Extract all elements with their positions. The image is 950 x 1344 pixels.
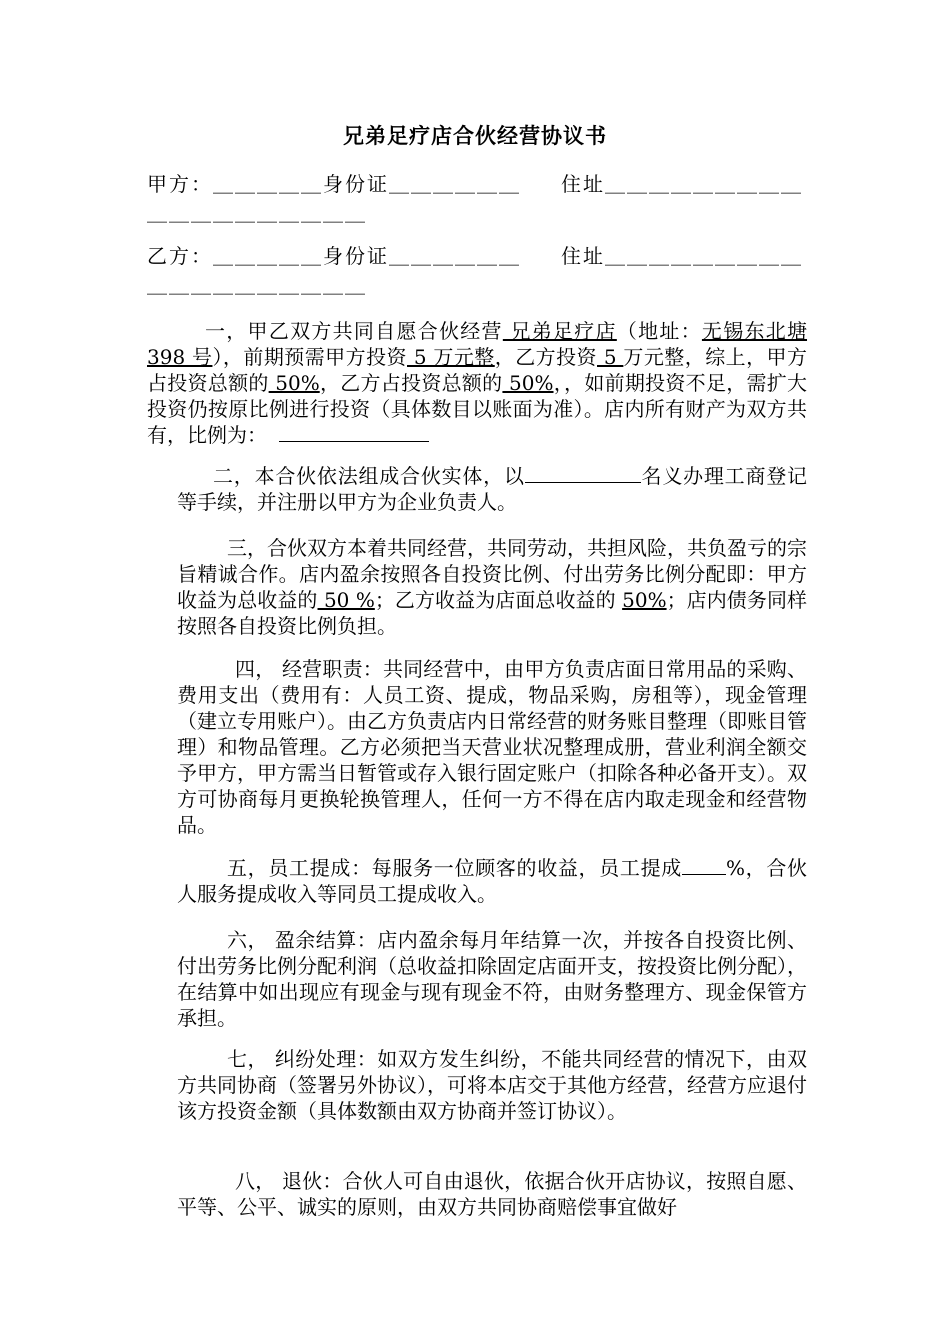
clause-6: 六， 盈余结算：店内盈余每月年结算一次，并按各自投资比例、付出劳务比例分配利润（总收益扣除固定店面开支，按投资比例分配），在结算中如出现应有现金与现有现金不符，由财务整理方、现金保管方承担。 bbox=[177, 928, 807, 1030]
party-b-label: 乙方：＿＿＿＿＿身份证＿＿＿＿＿＿ bbox=[147, 244, 521, 268]
clause-8: 八， 退伙：合伙人可自由退伙，依据合伙开店协议，按照自愿、平等、公平、诚实的原则，由双方共同协商赔偿事宜做好 bbox=[177, 1169, 807, 1219]
clause-2-text: 二，本合伙依法组成合伙实体，以 bbox=[213, 464, 525, 488]
registration-name-blank bbox=[525, 464, 641, 483]
shop-name: 兄弟足疗店 bbox=[502, 319, 617, 343]
party-b-line bbox=[147, 242, 807, 300]
clause-7: 七， 纠纷处理：如双方发生纠纷，不能共同经营的情况下，由双方共同协商（签署另外协议），可将本店交于其他方经营，经营方应退付该方投资金额（具体数额由双方协商并签订协议）。 bbox=[177, 1047, 807, 1123]
clause-2-text: 名义办理工商登记等手续，并注册以甲方为企业负责人。 bbox=[177, 464, 808, 514]
clause-1-text: 万元整，综上，甲方占投资总额的 bbox=[147, 345, 808, 395]
ratio-blank bbox=[279, 423, 429, 442]
party-a-line bbox=[147, 170, 807, 228]
clause-5-text: %，合伙人服务提成收入等同员工提成收入。 bbox=[177, 856, 807, 906]
party-a-percentage: 50% bbox=[268, 371, 320, 395]
clause-1-text: （地址： bbox=[616, 319, 702, 343]
commission-blank bbox=[682, 856, 726, 875]
clause-1-text: ），前期预需甲方投资 bbox=[212, 345, 408, 369]
clause-1-text: 一，甲乙双方共同自愿合伙经营 bbox=[205, 319, 503, 343]
clause-1-text: ，乙方占投资总额的 bbox=[319, 371, 503, 395]
clause-5 bbox=[177, 855, 807, 907]
clause-3-text: ；乙方收益为店面总收益的 bbox=[374, 588, 623, 612]
party-a-address: 住址＿＿＿＿＿＿＿＿＿＿＿＿＿＿＿＿＿＿＿ bbox=[147, 172, 803, 225]
clause-2 bbox=[177, 463, 807, 515]
shop-address: 无锡东北塘 398 号 bbox=[147, 319, 808, 369]
party-b-profit-share: 50% bbox=[622, 588, 667, 612]
party-a-label: 甲方：＿＿＿＿＿身份证＿＿＿＿＿＿ bbox=[147, 172, 521, 196]
party-a-investment: 5 万元整 bbox=[407, 345, 495, 369]
clause-1-text: ，，如前期投资不足，需扩大投资仍按原比例进行投资（具体数目以账面为准）。店内所有财产为双方共有，比例为： bbox=[147, 371, 808, 447]
document-title: 兄弟足疗店合伙经营协议书 bbox=[343, 123, 607, 148]
clause-3-text: ；店内债务同样按照各自投资比例负担。 bbox=[177, 588, 808, 638]
party-b-investment: 5 bbox=[597, 345, 624, 369]
clause-3-text: 三，合伙双方本着共同经营，共同劳动，共担风险，共负盈亏的宗旨精诚合作。店内盈余按照各自投资比例、付出劳务比例分配即：甲方收益为总收益的 bbox=[177, 536, 807, 612]
clause-1-text: ，乙方投资 bbox=[494, 345, 598, 369]
clause-4: 四， 经营职责：共同经营中，由甲方负责店面日常用品的采购、费用支出（费用有：人员工资、提成，物品采购，房租等），现金管理（建立专用账户）。由乙方负责店内日常经营的财务账目整理（即账目管理）和物品管理。乙方必须把当天营业状况整理成册，营业利润全额交予甲方，甲方需当日暂管或存入银行固定账户（扣除各种必备开支）。双方可协商每月更换轮换管理人，任何一方不得在店内取走现金和经营物品。 bbox=[177, 657, 807, 837]
clause-3 bbox=[177, 535, 807, 639]
party-a-profit-share: 50 % bbox=[317, 588, 375, 612]
party-b-percentage: 50% bbox=[502, 371, 554, 395]
party-b-address: 住址＿＿＿＿＿＿＿＿＿＿＿＿＿＿＿＿＿＿＿ bbox=[147, 244, 803, 297]
clause-5-text: 五，员工提成：每服务一位顾客的收益，员工提成 bbox=[227, 856, 682, 880]
clause-1 bbox=[147, 318, 807, 448]
